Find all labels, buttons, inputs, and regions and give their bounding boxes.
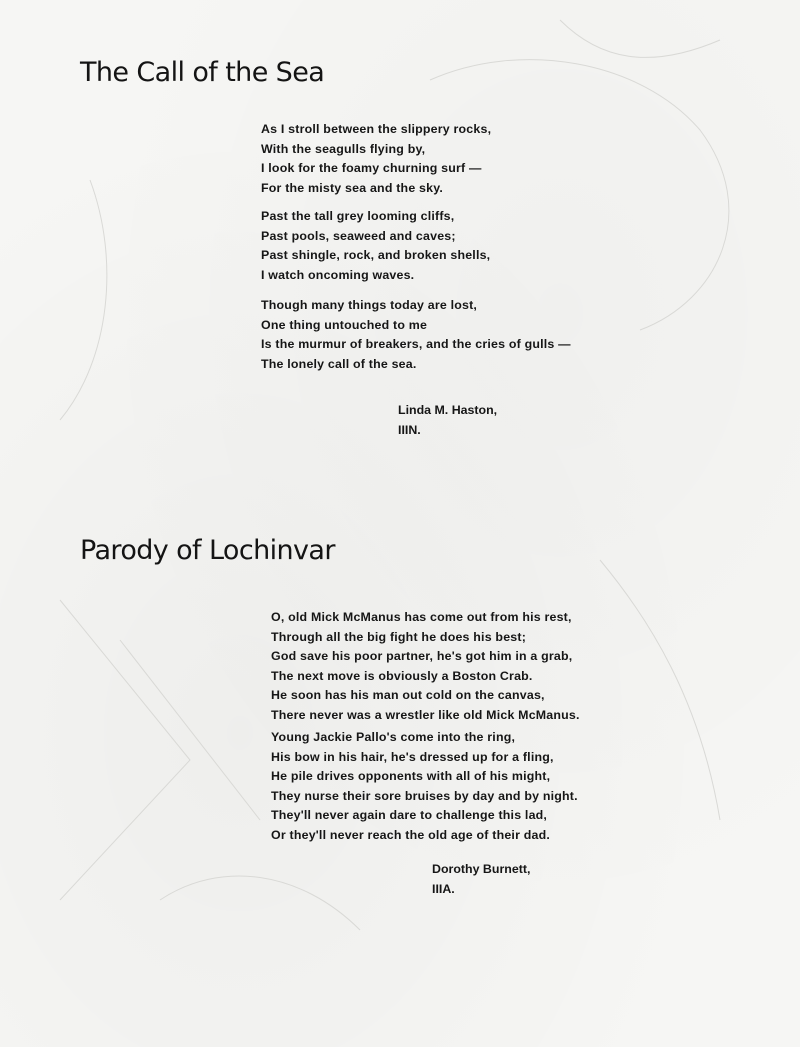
poem-line: Young Jackie Pallo's come into the ring, (271, 730, 516, 744)
poem-line: He soon has his man out cold on the canvas, (271, 688, 545, 702)
poem-line: Is the murmur of breakers, and the cries of gulls — (261, 337, 571, 351)
poem-line: Though many things today are lost, (261, 298, 478, 312)
poem-line: I look for the foamy churning surf — (261, 161, 482, 175)
poem-line: With the seagulls flying by, (261, 141, 426, 156)
poem-stanza (261, 207, 490, 285)
poem-line: The next move is obviously a Boston Crab. (271, 668, 533, 683)
poem-stanza (271, 608, 580, 725)
poem-line: O, old Mick McManus has come out from his rest, (271, 610, 572, 624)
author-form: IIIN. (398, 422, 421, 437)
author-name: Linda M. Haston, (398, 403, 498, 417)
poem-line: God save his poor partner, he's got him in a grab, (271, 649, 573, 663)
poem-stanza (261, 120, 491, 198)
poem-line: As I stroll between the slippery rocks, (261, 122, 492, 136)
poem-line: He pile drives opponents with all of his might, (271, 769, 551, 783)
poem-line: Past shingle, rock, and broken shells, (261, 248, 491, 262)
poem-stanza (261, 296, 571, 374)
poem-line: His bow in his hair, he's dressed up for a fling, (271, 749, 554, 764)
poem-stanza (271, 728, 578, 845)
poem-line: Past pools, seaweed and caves; (261, 228, 456, 243)
poem-line: Through all the big fight he does his best; (271, 629, 527, 644)
author-signature (432, 860, 530, 899)
poem-line: They nurse their sore bruises by day and by night. (271, 788, 578, 803)
poem-line: Past the tall grey looming cliffs, (261, 209, 455, 223)
poem-line: The lonely call of the sea. (261, 356, 417, 371)
poem-line: Or they'll never reach the old age of their dad. (271, 827, 551, 842)
poem-line: I watch oncoming waves. (261, 267, 415, 282)
poem-title-call-of-the-sea: The Call of the Sea (80, 57, 325, 88)
poem-line: They'll never again dare to challenge this lad, (271, 808, 548, 822)
author-form: IIIA. (432, 881, 455, 896)
poem-title-parody-of-lochinvar: Parody of Lochinvar (80, 535, 335, 566)
poem-line: One thing untouched to me (261, 317, 428, 332)
author-signature (398, 401, 497, 440)
poem-line: There never was a wrestler like old Mick McManus. (271, 707, 580, 722)
poem-line: For the misty sea and the sky. (261, 180, 444, 195)
author-name: Dorothy Burnett, (432, 862, 531, 876)
